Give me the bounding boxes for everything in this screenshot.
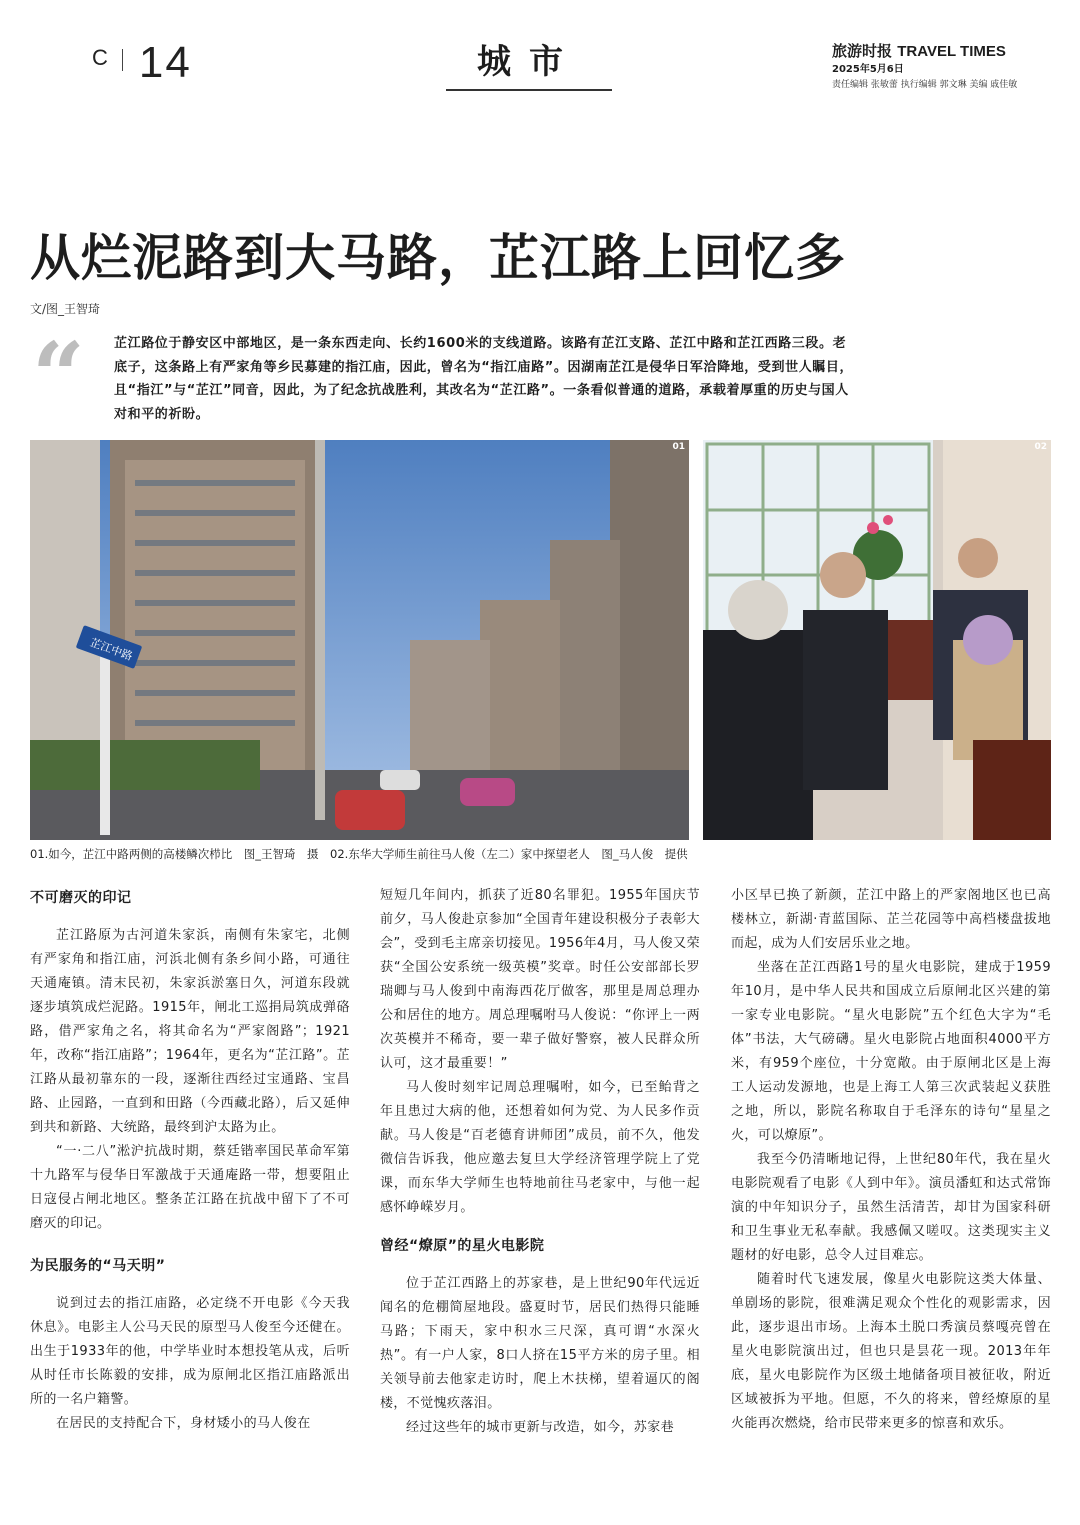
street-sign-text: 芷江中路 — [88, 635, 135, 664]
page-number-value: 14 — [138, 38, 192, 87]
byline: 文/图_王智琦 — [30, 302, 101, 316]
quote-mark-icon: “ — [32, 322, 85, 430]
paragraph: 位于芷江西路上的苏家巷，是上世纪90年代远近闻名的危棚简屋地段。盛夏时节，居民们热得只能睡马路；下雨天，家中积水三尺深，真可谓“水深火热”。有一户人家，8口人挤在15平方米的房子里。相关领导前去他家走访时，爬上木扶梯，望着逼仄的阁楼，不觉愧疚落泪。 — [380, 1276, 700, 1411]
subhead-ma-tianming: 为民服务的“马天明” — [30, 1258, 166, 1274]
masthead — [832, 40, 1052, 61]
paragraph: 在居民的支持配合下，身材矮小的马人俊在 — [56, 1416, 311, 1431]
photo-street — [30, 440, 689, 840]
column-1 — [30, 886, 350, 1436]
paragraph: 马人俊时刻牢记周总理嘱咐，如今，已至鲐背之年且患过大病的他，还想着如何为党、为人民多作贡献。马人俊是“百老德育讲师团”成员，前不久，他发微信告诉我，他应邀去复旦大学经济管理学院上了党课，而东华大学师生也特地前往马老家中，与他一起感怀峥嵘岁月。 — [380, 1080, 700, 1215]
editor-credits: 责任编辑 张敏蕾 执行编辑 郭文琳 美编 戚佳敏 — [832, 80, 1018, 90]
page-number — [92, 38, 192, 88]
paragraph: 芷江路原为古河道朱家浜，南侧有朱家宅，北侧有严家角和指江庙，河浜北侧有条乡间小路，可通往天通庵镇。清末民初，朱家浜淤塞日久，河道东段就逐步填筑成烂泥路。1915年，闸北工巡捐局筑成弹硌路，借严家角之名，将其命名为“严家阁路”；1921年，改称“指江庙路”；1964年，更名为“芷江路”。芷江路从最初靠东的一段，逐渐往西经过宝通路、宝昌路、止园路，一直到和田路（今西藏北路），后又延伸到共和新路、大统路，最终到沪太路为止。 — [30, 928, 350, 1135]
paragraph: 说到过去的指江庙路，必定绕不开电影《今天我休息》。电影主人公马天民的原型马人俊至今还健在。出生于1933年的他，中学毕业时本想投笔从戎，后听从时任市长陈毅的安排，成为原闸北区指江庙路派出所的一名户籍警。 — [30, 1296, 350, 1407]
masthead-cn: 旅游时报 — [832, 42, 893, 60]
subhead-indelible-mark: 不可磨灭的印记 — [30, 890, 132, 906]
paragraph: “一·二八”淞沪抗战时期，蔡廷锴率国民革命军第十九路军与侵华日军激战于天通庵路一带，想要阻止日寇侵占闸北地区。整条芷江路在抗战中留下了不可磨灭的印记。 — [30, 1144, 350, 1231]
masthead-en: TRAVEL TIMES — [897, 43, 1006, 60]
section-underline — [446, 89, 612, 91]
headline: 从烂泥路到大马路，芷江路上回忆多 — [30, 228, 846, 287]
column-2 — [380, 884, 700, 1440]
photo-caption: 01.如今，芷江中路两侧的高楼鳞次栉比 图_王智琦 摄 02.东华大学师生前往马人俊（左二）家中探望老人 图_马人俊 提供 — [30, 847, 688, 861]
paragraph: 随着时代飞速发展，像星火电影院这类大体量、单剧场的影院，很难满足观众个性化的观影需求，因此，逐步退出市场。上海本土脱口秀演员蔡嘎亮曾在星火电影院演出过，但也只是昙花一现。2013年年底，星火电影院作为区级土地储备项目被征收，附近区域被拆为平地。但愿，不久的将来，曾经燎原的星火能再次燃烧，给市民带来更多的惊喜和欢乐。 — [731, 1272, 1051, 1431]
paragraph: 小区早已换了新颜，芷江中路上的严家阁地区也已高楼林立，新湖·青蓝国际、芷兰花园等中高档楼盘拔地而起，成为人们安居乐业之地。 — [731, 888, 1051, 951]
section-title: 城市 — [477, 42, 581, 82]
photo-number: 02 — [1034, 442, 1047, 452]
issue-date: 2025年5月6日 — [832, 64, 904, 75]
page-letter: C — [92, 45, 108, 70]
divider — [122, 49, 123, 71]
photo-visit — [703, 440, 1051, 840]
paragraph: 短短几年间内，抓获了近80名罪犯。1955年国庆节前夕，马人俊赴京参加“全国青年建设积极分子表彰大会”，受到毛主席亲切接见。1956年4月，马人俊又荣获“全国公安系统一级英模”奖章。时任公安部部长罗瑞卿与马人俊到中南海西花厅做客，那里是周总理办公和居住的地方。周总理嘱咐马人俊说：“你评上一两次英模并不稀奇，要一辈子做好警察，被人民群众所认可，这才最重要！” — [380, 888, 700, 1071]
photo-number: 01 — [672, 442, 685, 452]
paragraph: 经过这些年的城市更新与改造，如今，苏家巷 — [406, 1420, 675, 1435]
lead-paragraph: 芷江路位于静安区中部地区，是一条东西走向、长约1600米的支线道路。该路有芷江支路、芷江中路和芷江西路三段。老底子，这条路上有严家角等乡民募建的指江庙，因此，曾名为“指江庙路”。因湖南芷江是侵华日军洽降地，受到世人瞩目，且“指江”与“芷江”同音，因此，为了纪念抗战胜利，其改名为“芷江路”。一条看似普通的道路，承载着厚重的历史与国人对和平的祈盼。 — [114, 336, 854, 422]
paragraph: 我至今仍清晰地记得，上世纪80年代，我在星火电影院观看了电影《人到中年》。演员潘虹和达式常饰演的中年知识分子，虽然生活清苦，却甘为国家科研和卫生事业无私奉献。我感佩又嗟叹。这类现实主义题材的好电影，总令人过目难忘。 — [731, 1152, 1051, 1263]
subhead-xinghuo-cinema: 曾经“燎原”的星火电影院 — [380, 1238, 545, 1254]
column-3 — [731, 884, 1051, 1436]
paragraph: 坐落在芷江西路1号的星火电影院，建成于1959年10月，是中华人民共和国成立后原闸北区兴建的第一家专业电影院。“星火电影院”五个红色大字为“毛体”书法，大气磅礴。星火电影院占地面积4000平方米，有959个座位，十分宽敞。由于原闸北区是上海工人运动发源地，也是上海工人第三次武装起义获胜之地，所以，影院名称取自于毛泽东的诗句“星星之火，可以燎原”。 — [731, 960, 1051, 1143]
